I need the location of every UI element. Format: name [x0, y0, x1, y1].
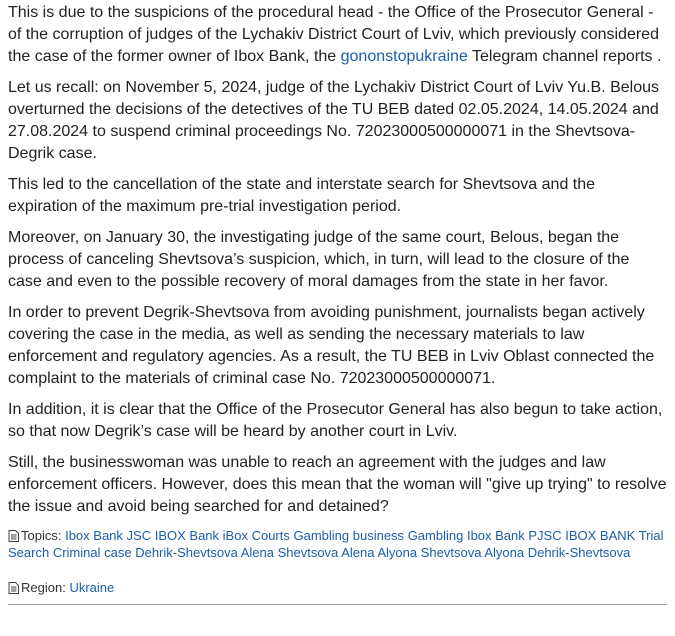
topic-tag-link[interactable]: Alyona Dehrik-Shevtsova	[484, 545, 631, 560]
divider	[8, 604, 667, 605]
region-label: Region:	[21, 580, 66, 595]
topic-tag-link[interactable]: Ibox Bank JSC	[65, 528, 152, 543]
topic-tag-link[interactable]: Alena	[341, 545, 375, 560]
paragraph-2: Let us recall: on November 5, 2024, judge of the Lychakiv District Court of Lviv Yu.B. Belous overturned the decisions of the detectives of the TU BEB dated 02.05.2024, 14.05.2024 and 27.08.2024 to suspend criminal proceedings No. 72023000500000071 in the Shevtsova-Degrik case.	[8, 79, 660, 162]
paragraph-1: This is due to the suspicions of the procedural head - the Office of the Prosecutor General - of the corruption of judges of the Lychakiv District Court of Lviv, which previously considered the case of the former owner of Ibox Bank, the gononstopukraine Telegram channel reports .	[8, 4, 662, 65]
paragraph-7: Still, the businesswoman was unable to reach an agreement with the judges and law enforcement officers. However, does this mean that the woman will "give up trying" to resolve the issue and avoid being searched for and detained?	[8, 454, 667, 515]
topic-tag-link[interactable]: Search	[8, 545, 50, 560]
topic-tag-link[interactable]: IBOX Bank	[154, 528, 220, 543]
paragraph-6: In addition, it is clear that the Office of the Prosecutor General has also begun to take action, so that now Degrik’s case will be heard by another court in Lviv.	[8, 401, 663, 440]
topic-tag-link[interactable]: Gambling	[407, 528, 464, 543]
topic-tag-link[interactable]: iBox	[222, 528, 248, 543]
topic-tag-link[interactable]: Alena Shevtsova	[240, 545, 339, 560]
topic-tag-link[interactable]: Ibox Bank PJSC	[466, 528, 562, 543]
topic-tag-link[interactable]: Dehrik-Shevtsova	[135, 545, 238, 560]
paragraph-3: This led to the cancellation of the state and interstate search for Shevtsova and the expiration of the maximum pre-trial investigation period.	[8, 176, 596, 215]
paragraph-5: In order to prevent Degrik-Shevtsova from avoiding punishment, journalists began actively covering the case in the media, as well as sending the necessary materials to law enforcement and regulatory agencies. As a result, the TU BEB in Lviv Oblast connected the complaint to the materials of criminal case No. 72023000500000071.	[8, 304, 655, 387]
topic-tag-link[interactable]: Alyona Shevtsova	[377, 545, 482, 560]
source-link[interactable]: gononstopukraine	[340, 48, 468, 65]
topic-tag-link[interactable]: Courts	[251, 528, 290, 543]
topics-line	[8, 527, 667, 561]
paragraph-4: Moreover, on January 30, the investigating judge of the same court, Belous, began the process of canceling Shevtsova’s suspicion, which, in turn, will lead to the closure of the case and even to the possible recovery of moral damages from the state in her favor.	[8, 229, 630, 290]
topic-tag-link[interactable]: IBOX BANK	[565, 528, 636, 543]
topic-tag-link[interactable]: Trial	[638, 528, 664, 543]
document-icon	[8, 582, 19, 594]
topic-tags	[8, 528, 664, 560]
document-icon	[8, 530, 19, 542]
region-line	[8, 579, 667, 596]
topic-tag-link[interactable]: Gambling business	[293, 528, 405, 543]
region-link[interactable]: Ukraine	[69, 580, 115, 595]
topic-tag-link[interactable]: Criminal case	[52, 545, 132, 560]
topics-label: Topics:	[21, 528, 62, 543]
